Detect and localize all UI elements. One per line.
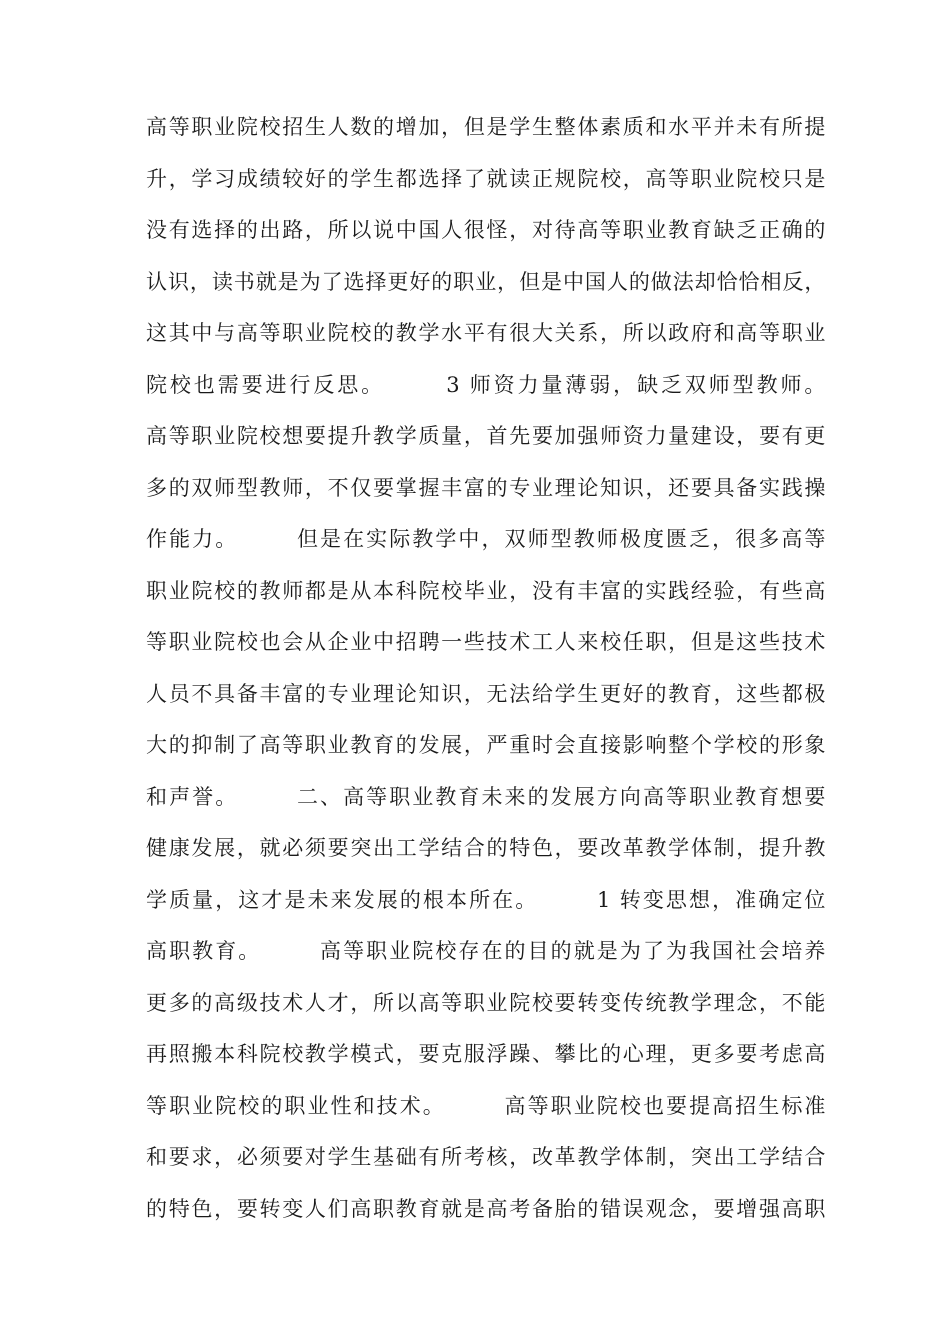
text-line: 大的抑制了高等职业教育的发展，严重时会直接影响整个学校的形象: [146, 733, 826, 757]
text-line: 职业院校的教师都是从本科院校毕业，没有丰富的实践经验，有些高: [146, 578, 826, 603]
body-text: [146, 102, 826, 1235]
text-line: 等职业院校的职业性和技术。 高等职业院校也要提高招生标准: [146, 1093, 826, 1118]
text-line: 更多的高级技术人才，所以高等职业院校要转变传统教学理念，不能: [146, 990, 826, 1015]
text-line: 和声誉。 二、高等职业教育未来的发展方向高等职业教育想要: [146, 784, 826, 809]
text-line: 人员不具备丰富的专业理论知识，无法给学生更好的教育，这些都极: [146, 681, 826, 706]
text-line: 和要求，必须要对学生基础有所考核，改革教学体制，突出工学结合: [146, 1145, 826, 1169]
text-line: 这其中与高等职业院校的教学水平有很大关系，所以政府和高等职业: [146, 321, 826, 345]
text-line: 等职业院校也会从企业中招聘一些技术工人来校任职，但是这些技术: [146, 630, 826, 654]
text-line: 多的双师型教师，不仅要掌握丰富的专业理论知识，还要具备实践操: [146, 475, 826, 500]
text-line: 健康发展，就必须要突出工学结合的特色，要改革教学体制，提升教: [146, 836, 826, 860]
text-line: 高等职业院校招生人数的增加，但是学生整体素质和水平并未有所提: [146, 115, 826, 139]
text-line: 院校也需要进行反思。 3 师资力量薄弱，缺乏双师型教师。: [146, 372, 826, 397]
text-line: 学质量，这才是未来发展的根本所在。 1 转变思想，准确定位: [146, 887, 826, 912]
text-line: 没有选择的出路，所以说中国人很怪，对待高等职业教育缺乏正确的: [146, 218, 826, 242]
text-line: 的特色，要转变人们高职教育就是高考备胎的错误观念，要增强高职: [146, 1196, 826, 1221]
text-line: 作能力。 但是在实际教学中，双师型教师极度匮乏，很多高等: [146, 527, 826, 551]
text-line: 高等职业院校想要提升教学质量，首先要加强师资力量建设，要有更: [146, 424, 826, 448]
text-line: 高职教育。 高等职业院校存在的目的就是为了为我国社会培养: [146, 939, 826, 963]
text-line: 升，学习成绩较好的学生都选择了就读正规院校，高等职业院校只是: [146, 166, 826, 191]
text-line: 认识，读书就是为了选择更好的职业，但是中国人的做法却恰恰相反，: [146, 269, 826, 294]
text-line: 再照搬本科院校教学模式，要克服浮躁、攀比的心理，更多要考虑高: [146, 1042, 826, 1066]
